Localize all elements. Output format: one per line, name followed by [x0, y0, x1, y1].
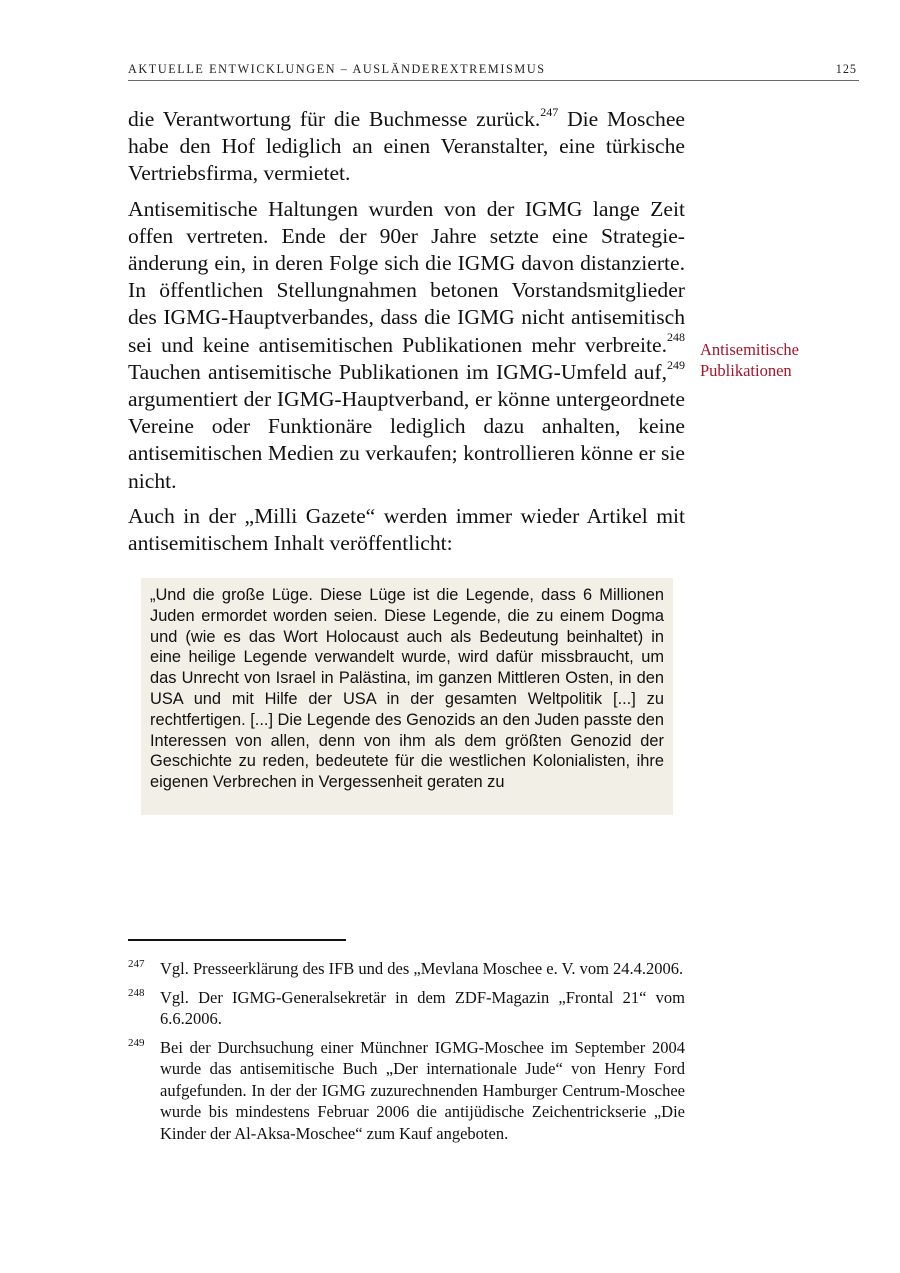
paragraph-3: Auch in der „Milli Gazete“ werden immer wieder Artikel mit antisemitischem Inhalt veröffentlicht:	[128, 503, 685, 556]
paragraph-text: argumentiert der IGMG-Hauptverband, er könne untergeordnete Vereine oder Funktionäre lediglich dazu anhalten, keine antisemitischen Medien zu verkaufen; kontrollieren könne er sie nicht.	[128, 387, 685, 493]
margin-note-line: Antisemitische	[700, 340, 799, 359]
running-head	[128, 62, 859, 81]
footnote-number: 247	[128, 958, 145, 970]
footnote-ref-248[interactable]: 248	[667, 330, 685, 345]
footnote-247	[128, 958, 685, 980]
footnote-ref-249[interactable]: 249	[667, 357, 685, 372]
paragraph-text: die Verantwortung für die Buchmesse zurück.	[128, 107, 541, 131]
footnote-text: Vgl. Der IGMG-Generalsekretär in dem ZDF-Magazin „Frontal 21“ vom 6.6.2006.	[160, 987, 685, 1028]
paragraph-1	[128, 106, 685, 188]
running-title: AKTUELLE ENTWICKLUNGEN – AUSLÄNDEREXTREMISMUS	[128, 62, 546, 76]
page-number: 125	[835, 62, 857, 76]
paragraph-text: Tauchen antisemitische Publikationen im IGMG-Umfeld auf,	[128, 359, 667, 384]
footnote-number: 248	[128, 986, 145, 999]
paragraph-text: Antisemitische Haltungen wurden von der IGMG lange Zeit offen vertreten. Ende der 90er Jahre setzte eine Strategieänderung ein, in deren Folge sich die IGMG davon distanzierte. In öffentlichen Stellungnahmen betonen Vorstandsmitglieder des IGMG-Hauptverbandes, dass die IGMG nicht antisemitisch sei und keine antisemitischen Publikationen mehr verbreite.	[128, 196, 685, 357]
main-text	[128, 106, 685, 565]
footnote-text: Bei der Durchsuchung einer Münchner IGMG-Moschee im September 2004 wurde das antisemitische Buch „Der internationale Jude“ von Henry Ford aufgefunden. In der der IGMG zuzurechnenden Hamburger Centrum-Moschee wurde bis mindestens Februar 2006 die antijüdische Zeichentrickserie „Die Kinder der Al-Aksa-Moschee“ zum Kauf angeboten.	[160, 1037, 685, 1143]
footnote-249	[128, 1037, 685, 1145]
margin-note	[700, 339, 799, 381]
paragraph-text: Die Moschee habe den Hof lediglich an einen Veranstalter, eine türkische Vertriebsfirma, vermietet.	[128, 107, 685, 186]
footnote-divider	[128, 939, 346, 941]
footnote-text: Vgl. Presseerklärung des IFB und des „Mevlana Moschee e. V. vom 24.4.2006.	[160, 959, 684, 978]
footnote-248	[128, 987, 685, 1030]
margin-note-line: Publikationen	[700, 361, 792, 380]
paragraph-2	[128, 196, 685, 495]
block-quote: „Und die große Lüge. Diese Lüge ist die Legende, dass 6 Millionen Juden ermordet worden seien. Diese Legende, die zu einem Dogma und (wie es das Wort Holocaust auch als Bedeutung beinhaltet) in eine heilige Legende verwandelt wurde, wird dafür missbraucht, um das Unrecht von Israel in Palästina, im ganzen Mittleren Osten, in den USA und mit Hilfe der USA in der gesamten Weltpolitik [...] zu rechtfertigen. [...] Die Legende des Genozids an den Juden passte den Interessen von allen, denn von ihm als dem größten Genozid der Geschichte zu reden, bedeutete für die westlichen Kolonialisten, ihre eigenen Verbrechen in Vergessenheit geraten zu	[141, 578, 673, 815]
footnote-ref-247[interactable]: 247	[540, 104, 559, 119]
footnote-number: 249	[128, 1036, 145, 1049]
footnotes	[128, 958, 685, 1151]
